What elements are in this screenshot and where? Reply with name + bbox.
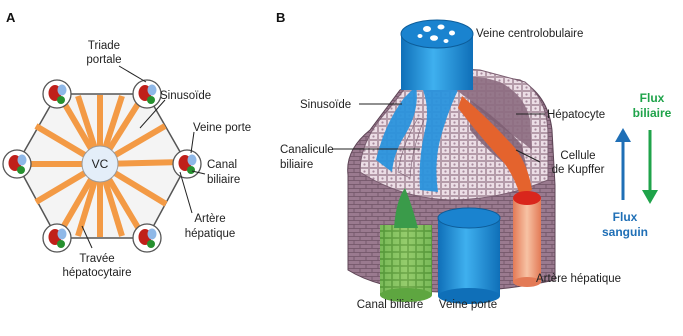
panel-b-letter: B — [276, 10, 286, 25]
label-canal-biliaire-a-2: biliaire — [207, 174, 241, 186]
label-triade-portale-2: portale — [86, 54, 122, 66]
portal-vein-cylinder — [438, 218, 500, 296]
label-canalicule-biliaire-2: biliaire — [280, 159, 314, 171]
label-triade-portale-1: Triade — [87, 40, 121, 52]
portal-triad — [133, 80, 161, 108]
label-artere-hepatique-b: Artère hépatique — [536, 273, 622, 285]
label-veine-porte-a: Veine porte — [193, 122, 252, 134]
label-sinusoide-b: Sinusoïde — [300, 99, 352, 111]
label-flux-biliaire-2: biliaire — [632, 106, 672, 120]
label-cellule-kupffer-2: de Kupffer — [551, 164, 605, 176]
portal-triad — [173, 150, 201, 178]
label-sinusoide-a: Sinusoïde — [160, 90, 212, 102]
label-cellule-kupffer-1: Cellule — [560, 150, 596, 162]
label-hepatocyte: Hépatocyte — [547, 109, 606, 121]
label-artere-hepatique-a-2: hépatique — [184, 228, 236, 240]
liver-tissue-3d-diagram — [348, 20, 555, 304]
central-vein-label: VC — [91, 157, 109, 171]
hepatic-lobule-diagram — [3, 40, 251, 279]
hepatic-artery-cylinder — [513, 198, 541, 282]
label-flux-sanguin-1: Flux — [612, 210, 638, 224]
portal-triad — [43, 80, 71, 108]
label-canal-biliaire-b: Canal biliaire — [356, 299, 424, 311]
portal-triad — [3, 150, 31, 178]
label-veine-porte-b: Veine porte — [438, 299, 498, 311]
panel-a-letter: A — [6, 10, 16, 25]
flux-biliaire-arrow — [642, 130, 658, 204]
label-veine-centrolobulaire: Veine centrolobulaire — [476, 28, 584, 40]
portal-triad — [43, 224, 71, 252]
flux-sanguin-arrow — [615, 128, 631, 200]
label-artere-hepatique-a-1: Artère — [194, 213, 226, 225]
label-canal-biliaire-a-1: Canal — [207, 159, 238, 171]
label-travee-1: Travée — [79, 253, 115, 265]
portal-triad — [133, 224, 161, 252]
label-flux-biliaire-1: Flux — [639, 91, 665, 105]
label-travee-2: hépatocytaire — [62, 267, 132, 279]
label-canalicule-biliaire-1: Canalicule — [280, 144, 334, 156]
label-flux-sanguin-2: sanguin — [601, 225, 649, 239]
